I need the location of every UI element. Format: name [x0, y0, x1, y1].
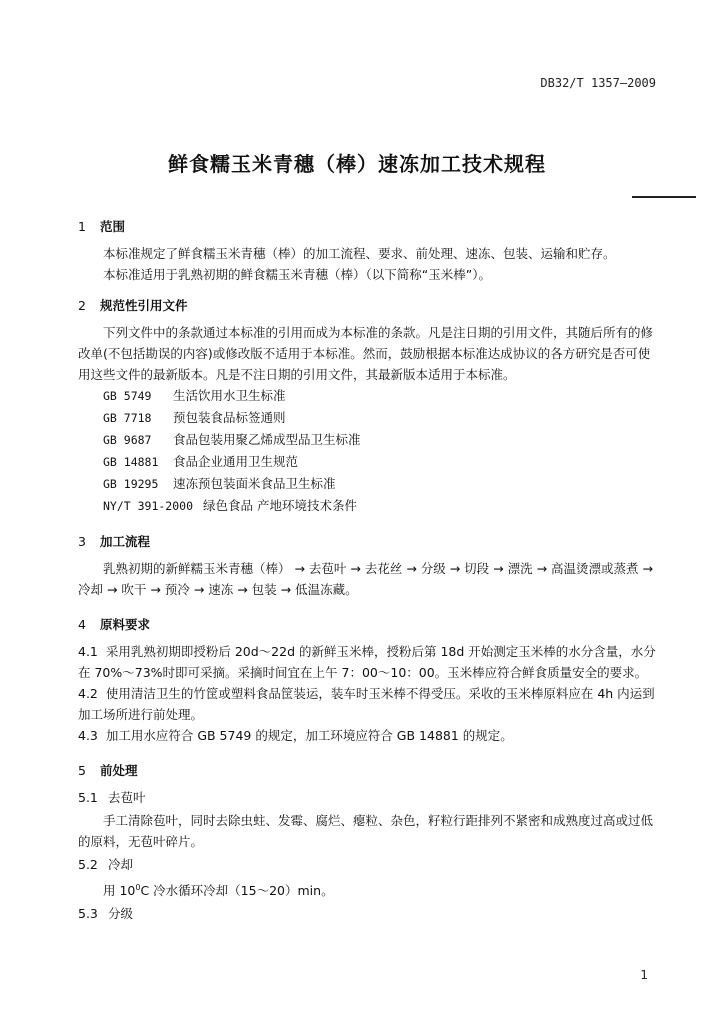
subsection-5-1-title: 去苞叶	[108, 790, 146, 805]
section-3-heading	[78, 531, 662, 552]
section-3-title: 加工流程	[100, 534, 151, 549]
reference-code: GB 19295	[103, 477, 159, 491]
section-2-intro: 下列文件中的条款通过本标准的引用而成为本标准的条款。凡是注日期的引用文件，其随后所有的修改单(不包括勘误的内容)或修改版不适用于本标准。然而，鼓励根据本标准达成协议的各方研究是否可使用这些文件的最新版本。凡是不注日期的引用文件，其最新版本适用于本标准。	[78, 325, 654, 382]
section-2-number: 2	[78, 298, 86, 313]
reference-code: GB 14881	[103, 455, 159, 469]
section-3-process-flow: 乳熟初期的新鲜糯玉米青穗（棒） → 去苞叶 → 去花丝 → 分级 → 切段 → 漂洗 → 高温烫漂或蒸煮 → 冷却 → 吹干 → 预冷 → 速冻 → 包装 → 低温冻藏。	[78, 561, 653, 597]
degree-superscript: 0	[135, 883, 141, 892]
reference-code: GB 9687	[103, 433, 152, 447]
reference-name: 绿色食品 产地环境技术条件	[203, 498, 357, 513]
subsection-5-1-heading	[78, 787, 662, 808]
section-5-title: 前处理	[100, 763, 138, 778]
reference-list	[78, 385, 662, 517]
reference-item	[103, 495, 662, 517]
reference-item	[103, 385, 662, 407]
subsection-5-2-heading	[78, 854, 662, 875]
subsection-5-2-number: 5.2	[78, 857, 98, 872]
reference-name: 生活饮用水卫生标准	[173, 388, 286, 403]
document-title: 鲜食糯玉米青穗（棒）速冻加工技术规程	[168, 152, 546, 176]
reference-item	[103, 407, 662, 429]
clause-4-1-text: 采用乳熟初期即授粉后 20d～22d 的新鲜玉米棒，授粉后第 18d 开始测定玉米棒的水分含量，水分在 70%～73%时即可采摘。采摘时间宜在上午 7：00～10：00。玉米棒应符合鲜食质量安全的要求。	[78, 644, 656, 680]
section-1-paragraph-1: 本标准规定了鲜食糯玉米青穗（棒）的加工流程、要求、前处理、速冻、包装、运输和贮存。	[103, 246, 616, 261]
reference-item	[103, 451, 662, 473]
section-2-title: 规范性引用文件	[100, 298, 188, 313]
reference-name: 速冻预包装面米食品卫生标准	[173, 476, 336, 491]
page-number: 1	[640, 968, 648, 982]
subsection-5-3-number: 5.3	[78, 906, 98, 922]
clause-4-2	[78, 683, 662, 725]
section-1-number: 1	[78, 219, 86, 234]
reference-item	[103, 473, 662, 495]
reference-name: 食品企业通用卫生规范	[173, 454, 299, 469]
clause-4-2-number: 4.2	[78, 686, 98, 701]
subsection-5-1-paragraph: 手工清除苞叶，同时去除虫蛀、发霉、腐烂、瘪粒、杂色，籽粒行距排列不紧密和成熟度过高或过低的原料，无苞叶碎片。	[78, 813, 654, 849]
clause-4-3-number: 4.3	[78, 728, 98, 743]
section-2-heading	[78, 295, 662, 316]
subsection-5-3-title: 分级	[108, 906, 134, 922]
subsection-5-1-number: 5.1	[78, 790, 98, 805]
section-1-title: 范围	[100, 219, 126, 234]
reference-code: NY/T 391-2000	[103, 499, 194, 513]
section-1-heading	[78, 216, 662, 237]
reference-code: GB 5749	[103, 389, 152, 403]
section-4-title: 原料要求	[100, 617, 151, 632]
reference-item	[103, 429, 662, 451]
document-code: DB32/T 1357—2009	[540, 76, 656, 90]
reference-code: GB 7718	[103, 411, 152, 425]
cooling-text-pre: 用 10	[103, 883, 136, 899]
section-3-number: 3	[78, 534, 86, 549]
reference-name: 预包装食品标签通则	[173, 410, 286, 425]
section-4-number: 4	[78, 617, 86, 632]
clause-4-3-text: 加工用水应符合 GB 5749 的规定，加工环境应符合 GB 14881 的规定。	[105, 728, 513, 743]
clause-4-2-text: 使用清洁卫生的竹筐或塑料食品筐装运，装车时玉米棒不得受压。采收的玉米棒原料应在 4h 内运到加工场所进行前处理。	[78, 686, 655, 722]
section-5-number: 5	[78, 763, 86, 778]
subsection-5-3-heading	[78, 903, 662, 924]
subsection-5-2-title: 冷却	[108, 857, 134, 872]
subsection-5-2-paragraph	[78, 877, 662, 901]
clause-4-1-number: 4.1	[78, 644, 98, 659]
cooling-text-post: C 冷水循环冷却（15～20）min。	[140, 883, 334, 899]
title-rule	[632, 196, 696, 198]
section-1-paragraph-2: 本标准适用于乳熟初期的鲜食糯玉米青穗（棒）（以下简称“玉米棒”）。	[103, 267, 491, 282]
clause-4-1	[78, 641, 662, 683]
section-5-heading	[78, 760, 662, 781]
clause-4-3	[78, 725, 662, 746]
document-body	[78, 212, 662, 926]
section-4-heading	[78, 614, 662, 635]
reference-name: 食品包装用聚乙烯成型品卫生标准	[173, 432, 361, 447]
